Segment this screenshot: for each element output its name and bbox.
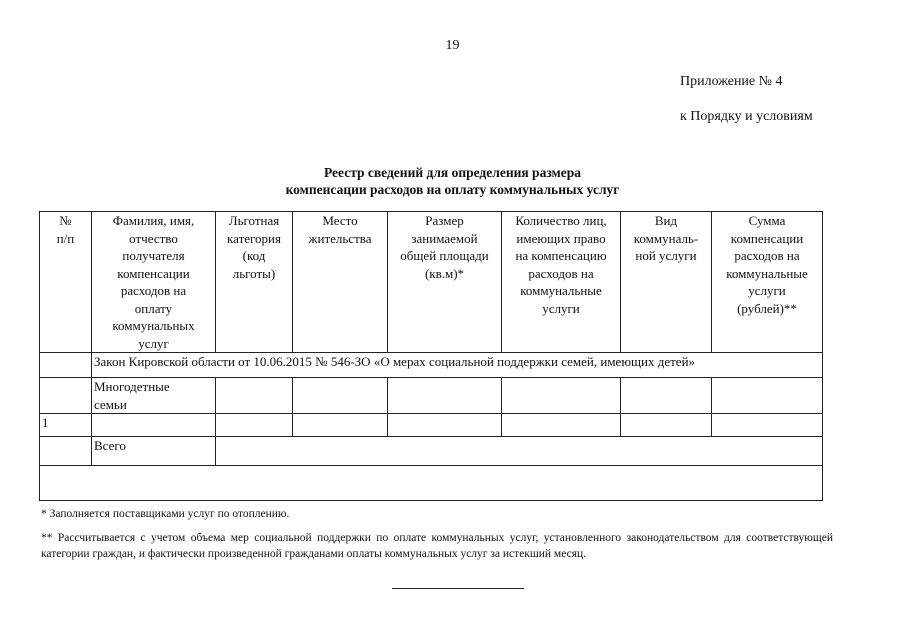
total-label: Всего	[92, 437, 216, 466]
table-cell	[712, 414, 823, 437]
divider	[392, 588, 524, 589]
table-cell	[621, 414, 712, 437]
col-header-service-type: Вид коммуналь- ной услуги	[621, 212, 712, 353]
blank-row	[40, 466, 823, 501]
col-header-compensation-sum: Сумма компенсации расходов на коммунальные услуги (рублей)**	[712, 212, 823, 353]
total-row	[40, 437, 823, 466]
col-header-benefit-category: Льготная категория (код льготы)	[216, 212, 293, 353]
title-line-2: компенсации расходов на оплату коммунальных услуг	[285, 182, 620, 197]
table-cell	[388, 378, 502, 414]
table-row	[40, 378, 823, 414]
col-header-full-name: Фамилия, имя, отчество получателя компенсации расходов на оплату коммунальных услуг	[92, 212, 216, 353]
law-text: Закон Кировской области от 10.06.2015 № 546-ЗО «О мерах социальной поддержки семей, имеющих детей»	[92, 353, 823, 378]
table-cell	[712, 378, 823, 414]
table-cell	[502, 378, 621, 414]
table-cell	[40, 378, 92, 414]
order-reference: к Порядку и условиям	[680, 109, 813, 124]
table-cell	[621, 378, 712, 414]
law-row	[40, 353, 823, 378]
document-title	[0, 164, 905, 198]
registry-table	[39, 211, 823, 501]
table-cell	[293, 378, 388, 414]
appendix-label: Приложение № 4	[680, 74, 783, 89]
row-number: 1	[40, 414, 92, 437]
col-header-persons-count: Количество лиц, имеющих право на компенсацию расходов на коммунальные услуги	[502, 212, 621, 353]
table-cell	[293, 414, 388, 437]
table-cell	[40, 466, 823, 501]
header-row	[40, 212, 823, 353]
footnote-compensation: ** Рассчитывается с учетом объема мер социальной поддержки по оплате коммунальных услуг, установленного законодательством для соответствующей категории граждан, и фактически произведенной гражданами оплаты коммунальных услуг за истекший месяц.	[41, 532, 833, 560]
title-line-1: Реестр сведений для определения размера	[323, 165, 581, 180]
table-cell	[216, 378, 293, 414]
large-families-label: Многодетные семьи	[92, 378, 216, 414]
page-number: 19	[445, 38, 460, 53]
table-cell	[40, 353, 92, 378]
col-header-number: № п/п	[40, 212, 92, 353]
table-cell	[388, 414, 502, 437]
col-header-area: Размер занимаемой общей площади (кв.м)*	[388, 212, 502, 353]
table-cell	[502, 414, 621, 437]
table-row	[40, 414, 823, 437]
footnote-area: * Заполняется поставщиками услуг по отоплению.	[41, 508, 290, 520]
table-cell	[216, 437, 823, 466]
col-header-residence: Место жительства	[293, 212, 388, 353]
table-cell	[40, 437, 92, 466]
table-cell	[92, 414, 216, 437]
table-cell	[216, 414, 293, 437]
